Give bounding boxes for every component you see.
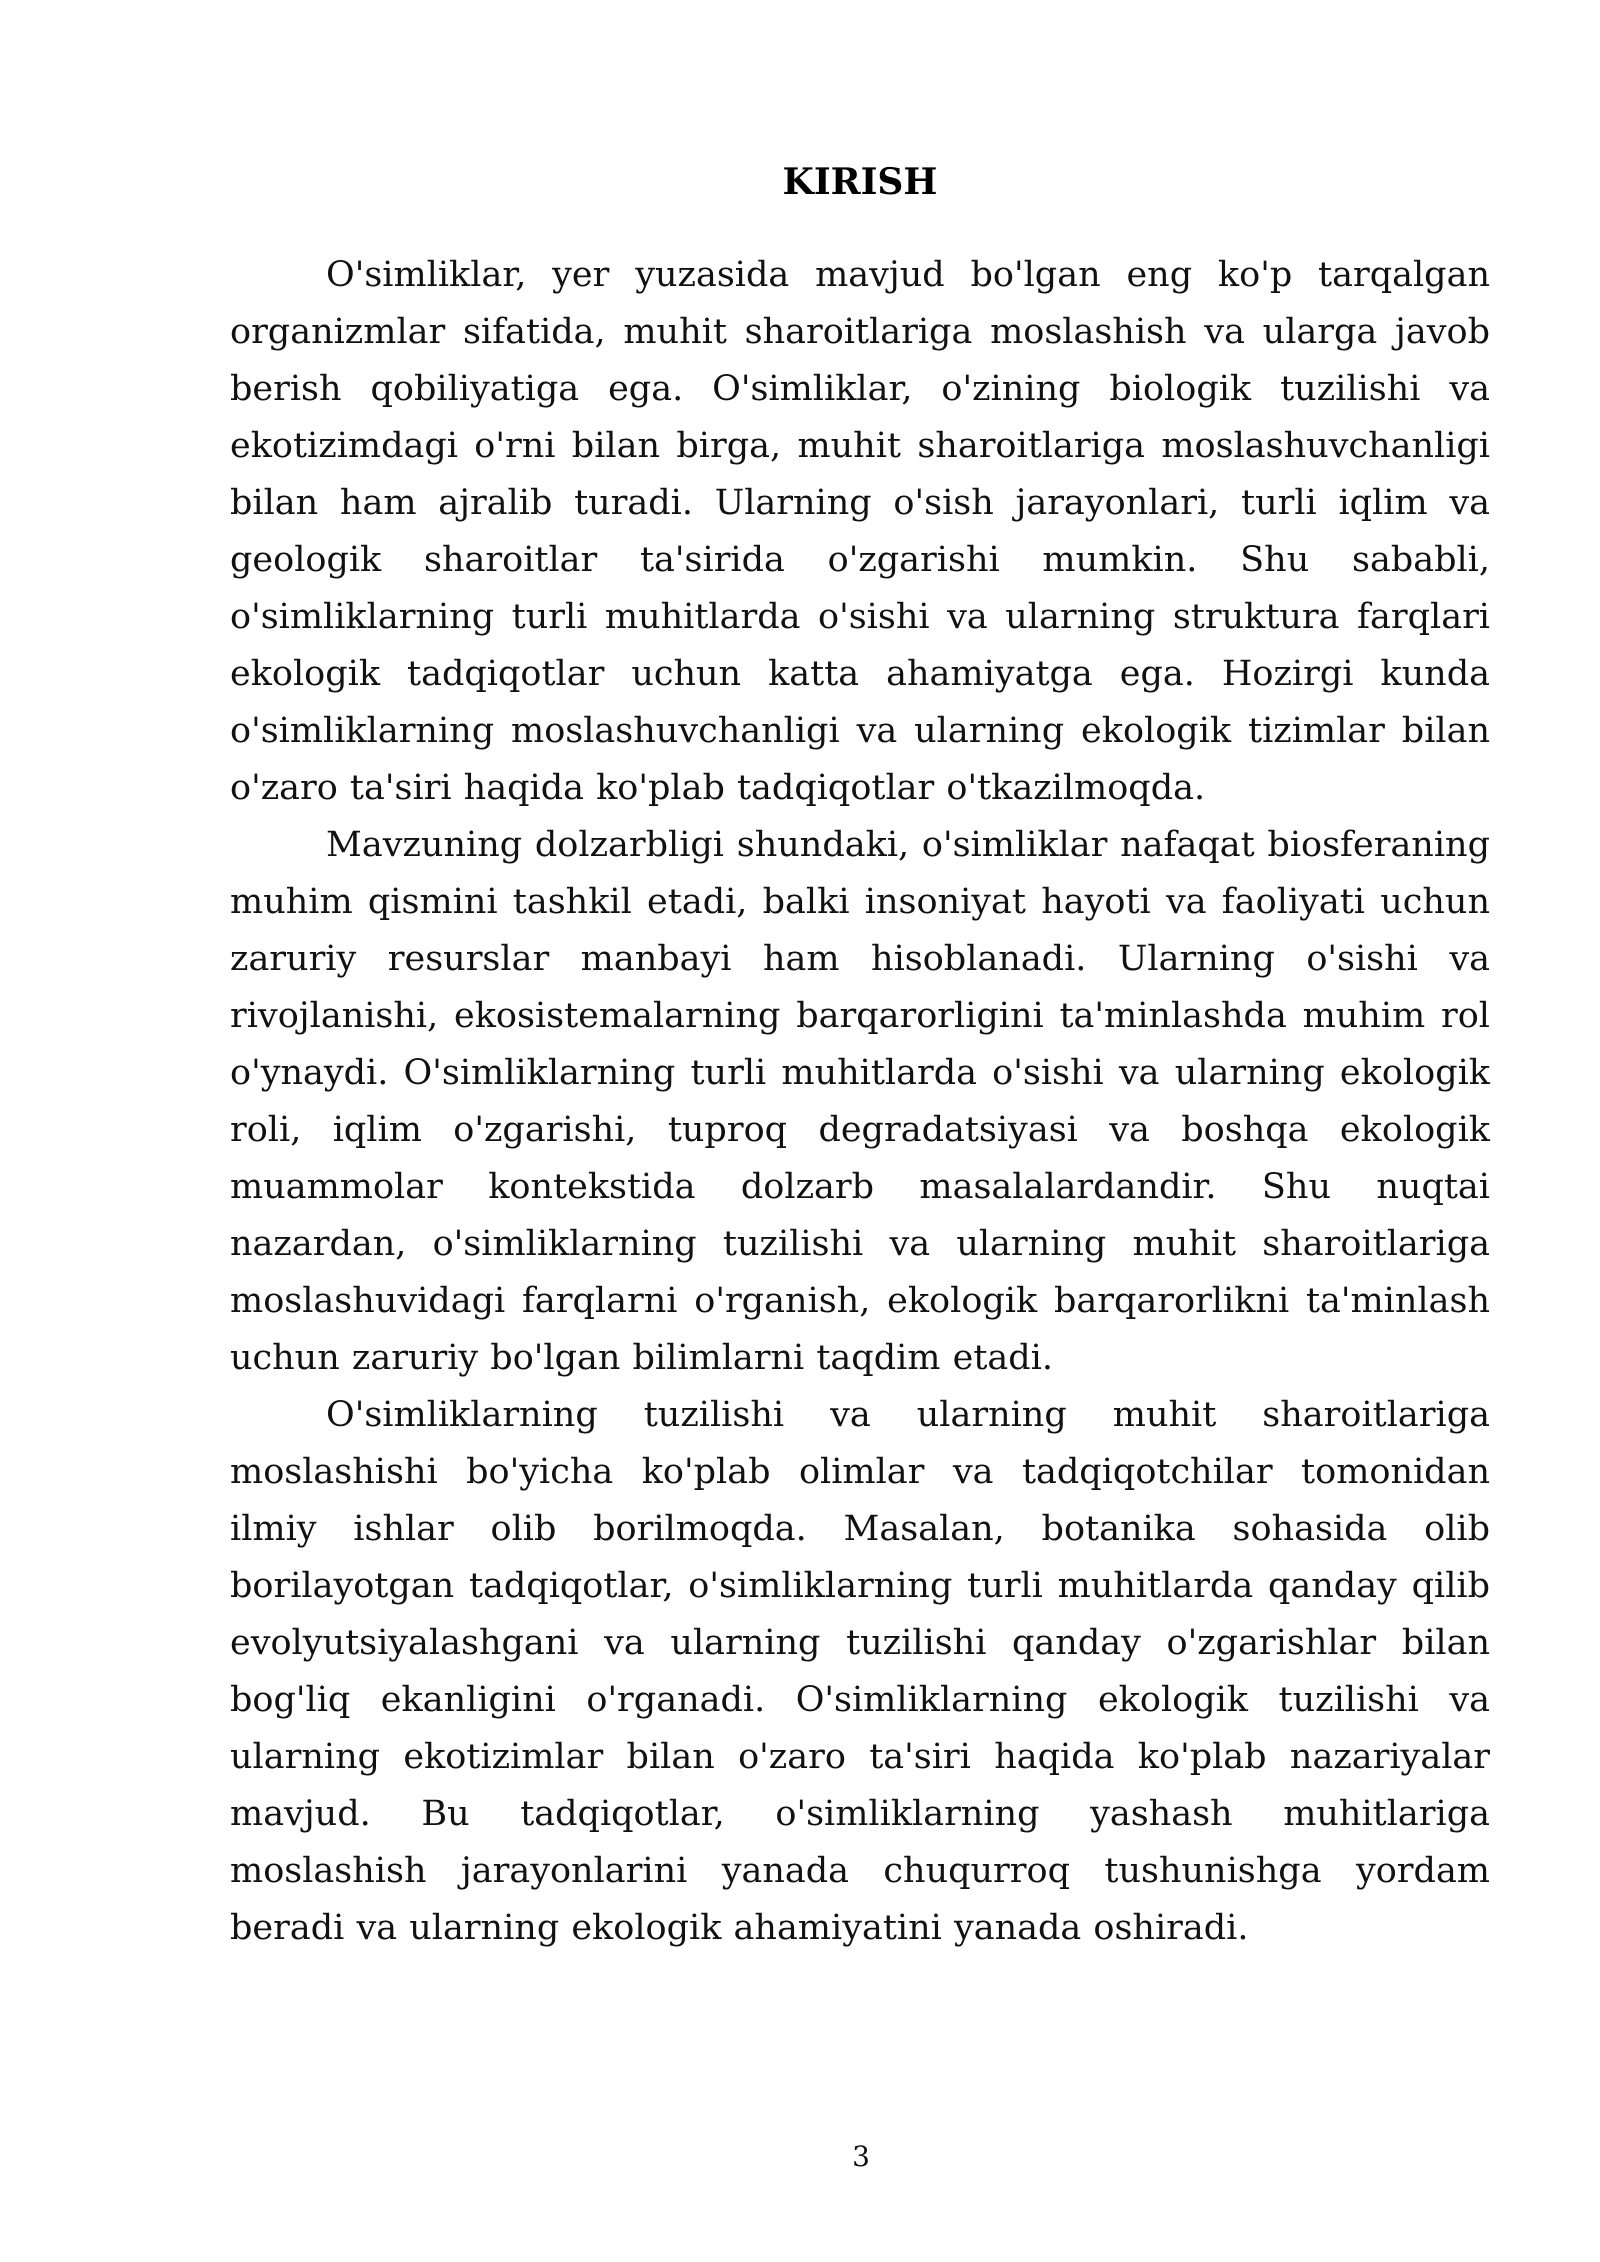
page-title: KIRISH: [782, 161, 938, 203]
page-number: 3: [852, 2140, 870, 2173]
paragraph-3: O'simliklarning tuzilishi va ularning muhit sharoitlariga moslashishi bo'yicha ko'plab olimlar va tadqiqotchilar tomonidan ilmiy ishlar olib borilmoqda. Masalan, botanika sohasida olib borilayotgan tadqiqotlar, o'simliklarning turli muhitlarda qanday qilib evolyutsiyalashgani va ularning tuzilishi qanday o'zgarishlar bilan bog'liq ekanligini o'rganadi. O'simliklarning ekologik tuzilishi va ularning ekotizimlar bilan o'zaro ta'siri haqida ko'plab nazariyalar mavjud. Bu tadqiqotlar, o'simliklarning yashash muhitlariga moslashish jarayonlarini yanada chuqurroq tushunishga yordam beradi va ularning ekologik ahamiyatini yanada oshiradi.: [230, 1395, 1490, 1948]
paragraph-2: Mavzuning dolzarbligi shundaki, o'simliklar nafaqat biosferaning muhim qismini tashkil etadi, balki insoniyat hayoti va faoliyati uchun zaruriy resurslar manbayi ham hisoblanadi. Ularning o'sishi va rivojlanishi, ekosistemalarning barqarorligini ta'minlashda muhim rol o'ynaydi. O'simliklarning turli muhitlarda o'sishi va ularning ekologik roli, iqlim o'zgarishi, tuproq degradatsiyasi va boshqa ekologik muammolar kontekstida dolzarb masalalardandir. Shu nuqtai nazardan, o'simliklarning tuzilishi va ularning muhit sharoitlariga moslashuvidagi farqlarni o'rganish, ekologik barqarorlikni ta'minlash uchun zaruriy bo'lgan bilimlarni taqdim etadi.: [230, 825, 1490, 1378]
body-text: [230, 247, 1490, 1957]
paragraph-1: O'simliklar, yer yuzasida mavjud bo'lgan eng ko'p tarqalgan organizmlar sifatida, muhit sharoitlariga moslashish va ularga javob berish qobiliyatiga ega. O'simliklar, o'zining biologik tuzilishi va ekotizimdagi o'rni bilan birga, muhit sharoitlariga moslashuvchanligi bilan ham ajralib turadi. Ularning o'sish jarayonlari, turli iqlim va geologik sharoitlar ta'sirida o'zgarishi mumkin. Shu sababli, o'simliklarning turli muhitlarda o'sishi va ularning struktura farqlari ekologik tadqiqotlar uchun katta ahamiyatga ega. Hozirgi kunda o'simliklarning moslashuvchanligi va ularning ekologik tizimlar bilan o'zaro ta'siri haqida ko'plab tadqiqotlar o'tkazilmoqda.: [230, 255, 1490, 808]
